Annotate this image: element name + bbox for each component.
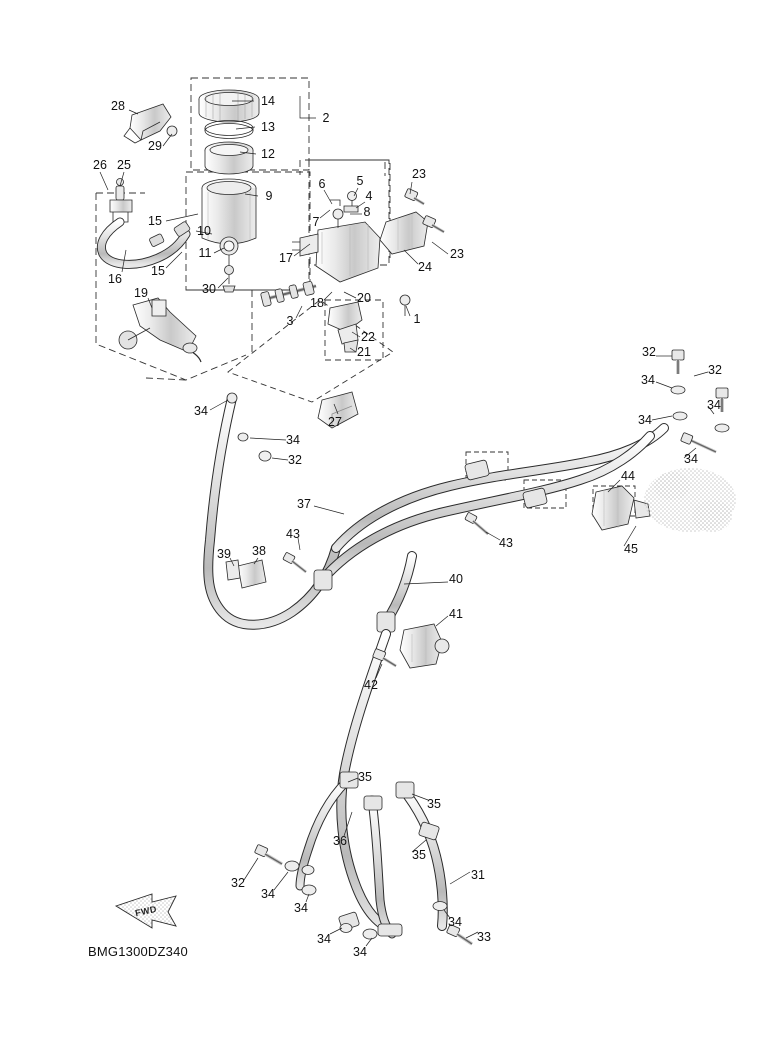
callout-number: 25	[117, 157, 131, 172]
callout-number: 9	[265, 188, 273, 203]
callout-number: 27	[328, 414, 342, 429]
callout-number: 23	[412, 166, 426, 181]
callout-number: 30	[202, 281, 216, 296]
callout-number: 35	[412, 847, 426, 862]
callout-number: 15	[148, 213, 162, 228]
callout-number: 34	[261, 886, 275, 901]
callout-number: 24	[418, 259, 432, 274]
callout-number: 23	[450, 246, 464, 261]
callout-number: 34	[641, 372, 655, 387]
callout-number: 32	[642, 344, 656, 359]
callout-number: 34	[638, 412, 652, 427]
callout-number: 34	[707, 397, 721, 412]
callout-number: 34	[194, 403, 208, 418]
callout-number: 11	[198, 245, 212, 260]
callout-number: 2	[322, 110, 330, 125]
callout-number: 6	[318, 176, 326, 191]
callout-number: 3	[286, 313, 294, 328]
diagram-part-code: BMG1300DZ340	[88, 944, 188, 959]
callout-number: 1	[413, 311, 421, 326]
callout-number: 34	[353, 944, 367, 959]
callout-number: 7	[312, 214, 320, 229]
callout-number: 42	[364, 677, 378, 692]
callout-number: 34	[684, 451, 698, 466]
callout-number: 35	[427, 796, 441, 811]
callout-number: 35	[358, 769, 372, 784]
callout-number: 34	[286, 432, 300, 447]
callout-number: 17	[279, 250, 293, 265]
callout-number: 5	[356, 173, 364, 188]
callout-number: 43	[286, 526, 300, 541]
callout-number: 18	[310, 295, 324, 310]
callout-number: 12	[261, 146, 275, 161]
callout-number: 21	[357, 344, 371, 359]
callout-number: 31	[471, 867, 485, 882]
callout-number: 38	[252, 543, 266, 558]
callout-number: 16	[108, 271, 122, 286]
callout-number: 15	[151, 263, 165, 278]
callout-number: 29	[148, 138, 162, 153]
callout-number: 10	[197, 223, 211, 238]
callout-number: 20	[357, 290, 371, 305]
callout-number: 37	[297, 496, 311, 511]
callout-number: 14	[261, 93, 275, 108]
callout-number: 36	[333, 833, 347, 848]
callout-number: 43	[499, 535, 513, 550]
callout-number: 34	[317, 931, 331, 946]
callout-number: 13	[261, 119, 275, 134]
callout-number: 19	[134, 285, 148, 300]
callout-number: 45	[624, 541, 638, 556]
callout-number: 41	[449, 606, 463, 621]
callout-number: 8	[363, 204, 371, 219]
callout-number: 32	[708, 362, 722, 377]
callout-number: 39	[217, 546, 231, 561]
callout-number: 34	[294, 900, 308, 915]
callout-number: 28	[111, 98, 125, 113]
callout-number: 32	[231, 875, 245, 890]
callout-number: 4	[365, 188, 373, 203]
callout-number: 33	[477, 929, 491, 944]
callout-number: 40	[449, 571, 463, 586]
callout-number: 44	[621, 468, 635, 483]
callout-number: 22	[361, 329, 375, 344]
callout-number: 34	[448, 914, 462, 929]
callout-number: 26	[93, 157, 107, 172]
fwd-direction-label: FWD	[134, 903, 158, 919]
callout-number: 32	[288, 452, 302, 467]
